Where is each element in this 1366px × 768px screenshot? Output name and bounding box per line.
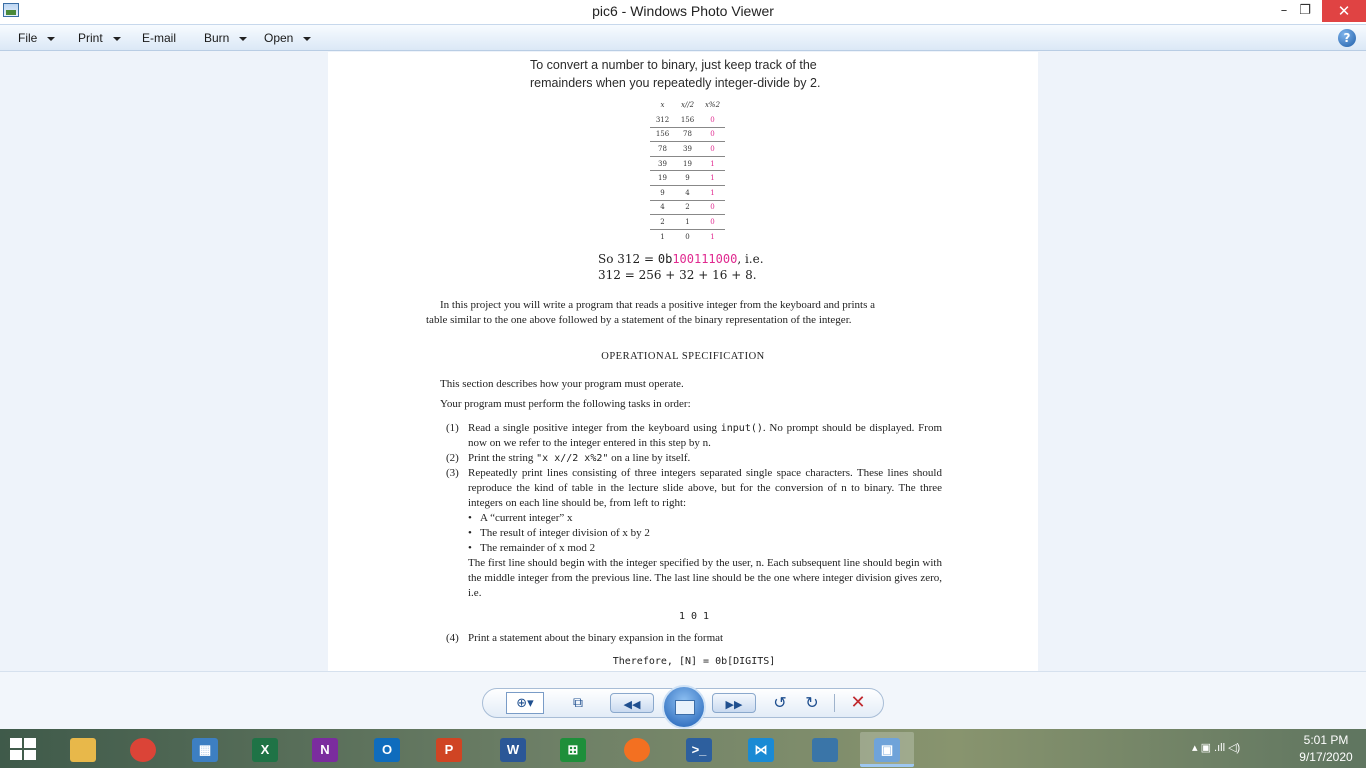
taskbar-file-explorer-button[interactable] (56, 732, 110, 767)
onenote-icon: N (312, 738, 338, 762)
image-viewport (0, 52, 1366, 671)
table-row: 78 39 0 (650, 142, 725, 157)
bullet-item: • A “current integer” x (456, 511, 942, 526)
file-explorer-icon (70, 738, 96, 762)
previous-button[interactable]: ◀◀ (610, 693, 654, 713)
chevron-down-icon (47, 37, 55, 41)
list-item: (3) Repeatedly print lines consisting of three integers separated single space characters. These lines should reproduce the kind of table in the lecture slide above, but for the conversion of n to binary. The three integers on each line should be, from left to right: (446, 467, 942, 509)
taskbar-photo-viewer-button[interactable] (860, 732, 914, 767)
excel-icon: X (252, 738, 278, 762)
taskbar-chrome-button[interactable] (116, 732, 170, 767)
viewer-controls (0, 671, 1366, 729)
chevron-down-icon (239, 37, 247, 41)
taskbar-onenote-button[interactable] (298, 732, 352, 767)
clock[interactable]: 5:01 PM 9/17/2020 (1299, 733, 1353, 764)
slide-caption: To convert a number to binary, just keep track of the remainders when you repeatedly integer-divide by 2. (530, 58, 821, 90)
actual-size-button[interactable]: ⧉ (573, 695, 583, 711)
help-icon[interactable]: ? (1338, 29, 1356, 47)
next-button[interactable]: ▶▶ (712, 693, 756, 713)
start-button[interactable] (10, 738, 36, 760)
word-icon: W (500, 738, 526, 762)
list-item-continuation: The first line should begin with the integer specified by the user, n. Each subsequent line should begin with the middle integer from the previous line. The last line should be the one where integer division gives zero, i.e. (468, 557, 942, 599)
menu-bar (0, 24, 1366, 51)
list-item: (2) Print the string "x x//2 x%2" on a line by itself. (446, 452, 691, 464)
window-title: pic6 - Windows Photo Viewer (592, 3, 774, 19)
slideshow-button[interactable] (662, 685, 706, 729)
description-text: Your program must perform the following tasks in order: (440, 398, 691, 410)
taskbar-firefox-button[interactable] (610, 732, 664, 767)
chevron-down-icon (303, 37, 311, 41)
outlook-icon: O (374, 738, 400, 762)
taskbar-vscode-button[interactable] (734, 732, 788, 767)
close-button[interactable]: ✕ (1322, 0, 1366, 22)
chrome-icon (130, 738, 156, 762)
menu-email[interactable]: E-mail (142, 31, 177, 45)
table-row: 312 156 0 (650, 113, 725, 128)
task-list (446, 421, 942, 669)
firefox-icon (624, 738, 650, 762)
menu-open[interactable]: Open (264, 31, 311, 45)
table-row: 4 2 0 (650, 200, 725, 215)
table-row: 1 0 1 (660, 232, 715, 241)
python-icon (812, 738, 838, 762)
list-item: (1) Read a single positive integer from the keyboard using input(). No prompt should be displayed. From now on we refer to the integer entered in this step by n. (446, 422, 942, 449)
bullet-item: • The result of integer division of x by 2 (456, 526, 942, 541)
displayed-image (328, 52, 1038, 671)
zoom-button[interactable]: ⊕▾ (506, 692, 544, 714)
table-row: 2 1 0 (650, 215, 725, 230)
intro-paragraph: In this project you will write a program that reads a positive integer from the keyboard and prints a table similar to the one above followed by a statement of the binary representation of the integer. (426, 299, 875, 326)
table-row: 19 9 1 (650, 171, 725, 186)
menu-file[interactable]: File (18, 31, 55, 45)
menu-print[interactable]: Print (78, 31, 121, 45)
menu-burn[interactable]: Burn (204, 31, 247, 45)
rotate-counterclockwise-button[interactable]: ↺ (773, 693, 787, 712)
taskbar-excel-button[interactable] (238, 732, 292, 767)
taskbar-outlook-button[interactable] (360, 732, 414, 767)
taskbar-python-button[interactable] (798, 732, 852, 767)
delete-button[interactable]: ✕ (850, 692, 866, 713)
powerpoint-icon: P (436, 738, 462, 762)
taskbar (0, 729, 1366, 768)
section-heading: OPERATIONAL SPECIFICATION (601, 351, 765, 362)
chevron-down-icon (113, 37, 121, 41)
powershell-icon: >_ (686, 738, 712, 762)
vscode-icon: ⋈ (748, 738, 774, 762)
example-output: 1 0 1 (678, 611, 710, 622)
description-text: This section describes how your program must operate. (440, 378, 684, 390)
table-row: 9 4 1 (650, 186, 725, 201)
list-item: (4) Print a statement about the binary expansion in the format (446, 632, 724, 644)
windows-logo-icon (10, 738, 22, 748)
taskbar-store-button[interactable] (546, 732, 600, 767)
title-bar (0, 0, 1366, 24)
store-icon: ⊞ (560, 738, 586, 762)
control-panel-icon: ▦ (192, 738, 218, 762)
taskbar-word-button[interactable] (486, 732, 540, 767)
taskbar-control-panel-button[interactable] (178, 732, 232, 767)
system-tray[interactable]: ▴ ▣ .ıll ◁) (1192, 742, 1241, 754)
divider (834, 694, 835, 712)
rotate-clockwise-button[interactable]: ↻ (805, 693, 819, 712)
bullet-item: • The remainder of x mod 2 (456, 541, 942, 556)
format-example: Therefore, [N] = 0b[DIGITS] (612, 656, 776, 667)
taskbar-powershell-button[interactable] (672, 732, 726, 767)
photo-viewer-icon: ▣ (874, 738, 900, 762)
table-header-row: x x//2 x%2 (660, 101, 721, 110)
maximize-button[interactable]: ❐ (1299, 3, 1311, 18)
taskbar-powerpoint-button[interactable] (422, 732, 476, 767)
minimize-button[interactable]: – (1280, 3, 1288, 18)
binary-result-statement: So 312 = 0b100111000, i.e. 312 = 256 + 32 + 16 + 8. (598, 252, 764, 282)
binary-division-table (650, 98, 725, 244)
table-row: 39 19 1 (650, 156, 725, 171)
table-row: 156 78 0 (650, 127, 725, 142)
